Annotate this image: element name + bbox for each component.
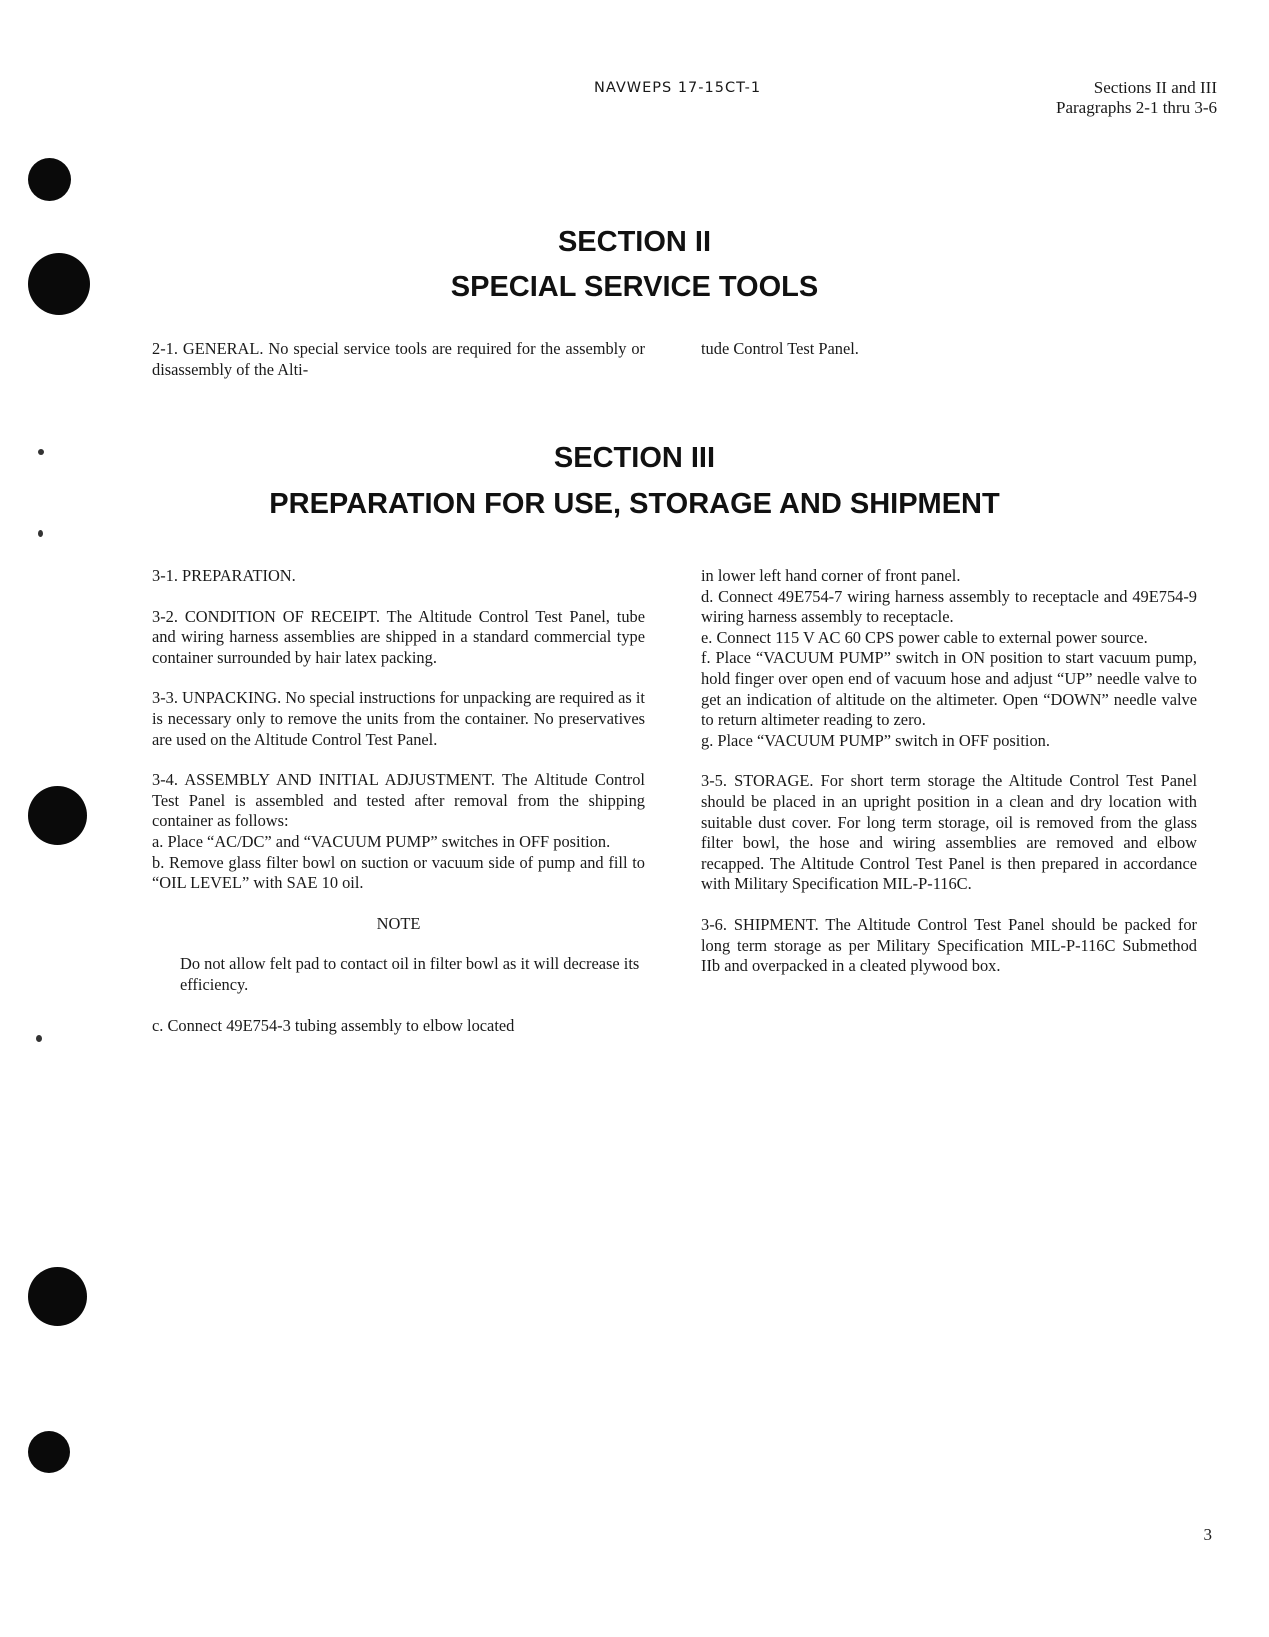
section-2-right-column — [701, 339, 1197, 360]
paragraph-3-6: 3-6. SHIPMENT. The Altitude Control Test Panel should be packed for long term storage as per Military Specification MIL-P-116C Submethod IIb and overpacked in a cleated plywood box. — [701, 914, 1197, 976]
document-number: NAVWEPS 17-15CT-1 — [594, 80, 762, 96]
paragraph-3-2: 3-2. CONDITION OF RECEIPT. The Altitude Control Test Panel, tube and wiring harness assemblies are shipped in a standard commercial type container surrounded by hair latex packing. — [152, 606, 645, 667]
paragraph-3-1: 3-1. PREPARATION. — [152, 566, 296, 585]
section-3-left-column — [152, 566, 645, 1036]
sections-reference: Sections II and III — [1093, 78, 1217, 97]
section-3-heading: SECTION III — [553, 442, 716, 474]
scan-mark — [38, 530, 43, 537]
section-2-heading: SECTION II — [557, 226, 712, 258]
step-d: d. Connect 49E754-7 wiring harness assembly to receptacle and 49E754-9 wiring harness assembly to receptacle. — [701, 586, 1197, 627]
step-g: g. Place “VACUUM PUMP” switch in OFF position. — [701, 730, 1050, 750]
binder-hole — [28, 158, 71, 201]
note-body: Do not allow felt pad to contact oil in filter bowl as it will decrease its efficiency. — [180, 954, 640, 994]
section-2-title: SPECIAL SERVICE TOOLS — [450, 271, 819, 303]
paragraph-3-3: 3-3. UNPACKING. No special instructions for unpacking are required as it is necessary only to remove the units from the container. No preservatives are used on the Altitude Control Test Panel. — [152, 688, 645, 749]
paragraph-3-5: 3-5. STORAGE. For short term storage the Altitude Control Test Panel should be placed in an upright position in a clean and dry location with suitable dust cover. For long term storage, oil is removed from the glass filter bowl, the hose and wiring assemblies are removed and elbow recapped. The Altitude Control Test Panel is then prepared in accordance with Military Specification MIL-P-116C. — [701, 771, 1197, 894]
section-3-title: PREPARATION FOR USE, STORAGE AND SHIPMENT — [269, 488, 1000, 520]
binder-hole — [28, 1267, 87, 1326]
binder-hole — [28, 1431, 70, 1473]
step-a: a. Place “AC/DC” and “VACUUM PUMP” switches in OFF position. — [152, 831, 611, 851]
step-e: e. Connect 115 V AC 60 CPS power cable to external power source. — [701, 627, 1148, 647]
page-reference — [1056, 78, 1217, 118]
step-c: c. Connect 49E754-3 tubing assembly to elbow located — [152, 1015, 515, 1035]
paragraph-2-1: 2-1. GENERAL. No special service tools are required for the assembly or disassembly of the Alti- — [152, 339, 645, 379]
step-c-continued: in lower left hand corner of front panel. — [701, 566, 961, 585]
paragraph-3-4: 3-4. ASSEMBLY AND INITIAL ADJUSTMENT. The Altitude Control Test Panel is assembled and tested after removal from the shipping container as follows: — [152, 770, 645, 831]
paragraph-2-1-continued: tude Control Test Panel. — [701, 339, 859, 358]
step-b: b. Remove glass filter bowl on suction or vacuum side of pump and fill to “OIL LEVEL” with SAE 10 oil. — [152, 852, 645, 893]
section-3-right-column — [701, 566, 1197, 977]
paragraphs-reference: Paragraphs 2-1 thru 3-6 — [1056, 98, 1217, 117]
scan-mark — [36, 1035, 42, 1042]
binder-hole — [28, 786, 87, 845]
page-number: 3 — [1203, 1525, 1212, 1544]
step-f: f. Place “VACUUM PUMP” switch in ON position to start vacuum pump, hold finger over open end of vacuum hose and adjust “UP” needle valve to get an indication of altitude on the altimeter. Open “DOWN” needle valve to return altimeter reading to zero. — [701, 648, 1197, 730]
note-heading: NOTE — [376, 913, 421, 933]
section-2-left-column — [152, 339, 645, 380]
